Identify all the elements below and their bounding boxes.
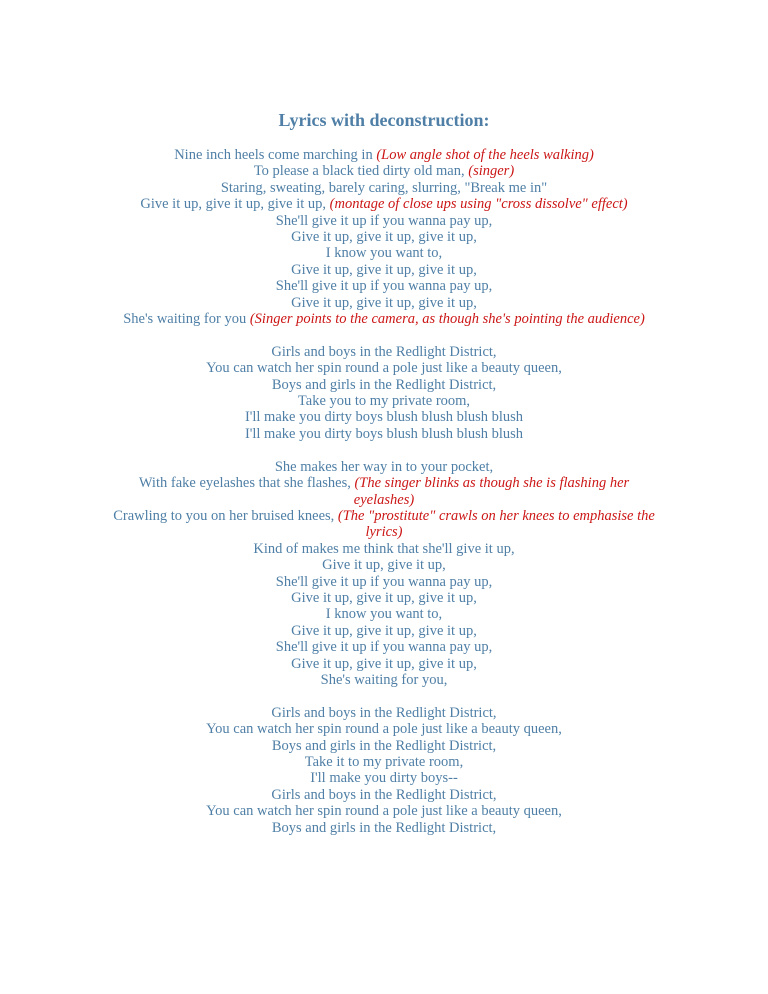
stanza-2 (112, 344, 656, 442)
lyric-line (112, 278, 656, 294)
lyric-text: She's waiting for you, (320, 671, 448, 688)
lyric-line (112, 475, 656, 508)
deconstruction-note: (singer) (468, 163, 515, 180)
lyric-text: I'll make you dirty boys blush blush blush blush (244, 425, 524, 442)
lyric-line (112, 672, 656, 688)
lyric-line (112, 639, 656, 655)
lyric-text: She'll give it up if you wanna pay up, (275, 278, 493, 295)
page-title: Lyrics with deconstruction: (278, 110, 490, 130)
lyric-line (112, 820, 656, 836)
lyric-text: I know you want to, (325, 245, 443, 262)
lyric-line (112, 163, 656, 179)
lyric-line (112, 377, 656, 393)
lyric-text: Nine inch heels come marching in (174, 147, 377, 163)
lyric-line (112, 803, 656, 819)
deconstruction-note: (The singer blinks as though she is flashing her eyelashes) (353, 475, 630, 508)
lyric-line (112, 541, 656, 557)
lyric-text: Girls and boys in the Redlight District, (271, 704, 497, 721)
lyric-text: Boys and girls in the Redlight District, (271, 376, 497, 393)
lyric-text: You can watch her spin round a pole just like a beauty queen, (206, 721, 562, 738)
deconstruction-note: (The "prostitute" crawls on her knees to emphasise the lyrics) (337, 507, 655, 541)
deconstruction-note: (Low angle shot of the heels walking) (376, 147, 594, 163)
lyric-text: She'll give it up if you wanna pay up, (275, 212, 493, 229)
lyric-line (112, 787, 656, 803)
lyric-line (112, 245, 656, 261)
lyric-text: Boys and girls in the Redlight District, (271, 737, 497, 754)
stanza-3 (112, 459, 656, 689)
lyric-text: Give it up, give it up, give it up, (291, 229, 477, 246)
lyric-line (112, 508, 656, 541)
lyric-line (112, 229, 656, 245)
lyric-line (112, 623, 656, 639)
lyric-text: To please a black tied dirty old man, (253, 163, 469, 180)
lyric-text: With fake eyelashes that she flashes, (138, 475, 355, 492)
lyric-text: Give it up, give it up, give it up, (291, 294, 477, 311)
lyric-text: Give it up, give it up, (322, 557, 446, 574)
lyric-text: Boys and girls in the Redlight District, (271, 819, 497, 836)
lyric-line (112, 557, 656, 573)
lyric-line (112, 606, 656, 622)
lyric-text: I'll make you dirty boys-- (310, 770, 458, 787)
lyric-text: Crawling to you on her bruised knees, (113, 507, 338, 524)
lyric-line (112, 147, 656, 163)
lyric-line (112, 590, 656, 606)
lyric-text: She's waiting for you (123, 311, 250, 328)
lyric-line (112, 459, 656, 475)
stanza-gap (112, 442, 656, 458)
lyric-text: You can watch her spin round a pole just like a beauty queen, (206, 360, 562, 377)
lyric-line (112, 705, 656, 721)
lyric-line (112, 360, 656, 376)
lyric-line (112, 738, 656, 754)
lyric-text: Give it up, give it up, give it up, (140, 196, 330, 213)
lyric-text: She'll give it up if you wanna pay up, (275, 573, 493, 590)
lyric-text: Take it to my private room, (304, 753, 464, 770)
stanza-gap (112, 688, 656, 704)
lyric-line (112, 393, 656, 409)
lyric-text: She makes her way in to your pocket, (274, 458, 494, 475)
lyrics-body (112, 147, 656, 836)
lyric-line (112, 262, 656, 278)
lyric-line (112, 770, 656, 786)
lyric-text: Give it up, give it up, give it up, (291, 589, 477, 606)
lyric-line (112, 656, 656, 672)
lyric-line (112, 311, 656, 327)
lyric-line (112, 196, 656, 212)
lyric-line (112, 574, 656, 590)
lyric-text: Give it up, give it up, give it up, (291, 261, 477, 278)
stanza-4 (112, 705, 656, 836)
lyric-line (112, 344, 656, 360)
lyric-line (112, 295, 656, 311)
stanza-gap (112, 327, 656, 343)
lyric-text: Kind of makes me think that she'll give it up, (253, 540, 515, 557)
deconstruction-note: (Singer points to the camera, as though she's pointing the audience) (249, 311, 645, 328)
lyric-text: Take you to my private room, (297, 393, 471, 410)
deconstruction-note: (montage of close ups using "cross dissolve" effect) (329, 196, 628, 213)
lyric-line (112, 180, 656, 196)
lyric-text: Girls and boys in the Redlight District, (271, 786, 497, 803)
lyric-line (112, 426, 656, 442)
lyric-text: She'll give it up if you wanna pay up, (275, 639, 493, 656)
lyric-text: Give it up, give it up, give it up, (291, 622, 477, 639)
lyric-line (112, 721, 656, 737)
lyric-text: I know you want to, (325, 606, 443, 623)
lyric-text: You can watch her spin round a pole just like a beauty queen, (206, 803, 562, 820)
stanza-1 (112, 147, 656, 327)
lyric-text: Girls and boys in the Redlight District, (271, 343, 497, 360)
lyric-line (112, 213, 656, 229)
lyric-text: Give it up, give it up, give it up, (291, 655, 477, 672)
lyric-line (112, 754, 656, 770)
lyric-text: Staring, sweating, barely caring, slurring, "Break me in" (220, 179, 548, 196)
lyric-line (112, 409, 656, 425)
lyric-text: I'll make you dirty boys blush blush blush blush (244, 409, 524, 426)
